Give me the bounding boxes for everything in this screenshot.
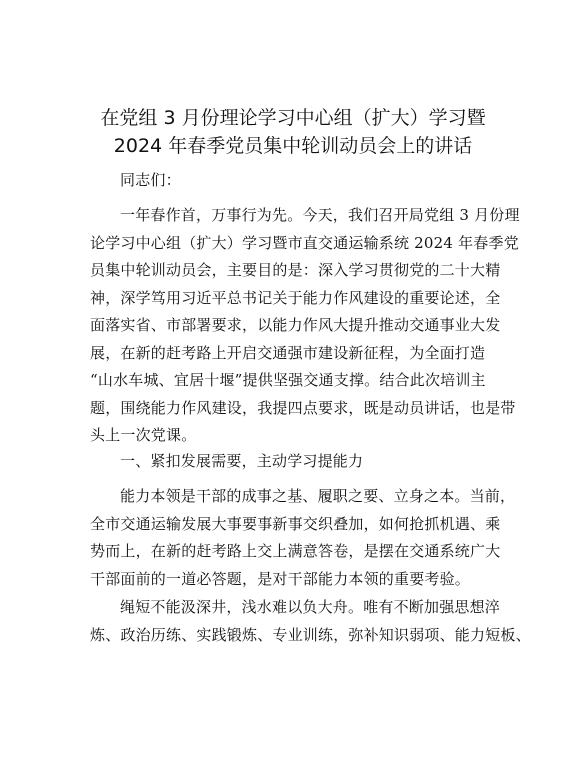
- paragraph-1-line: 头上一次党课。: [90, 426, 197, 444]
- paragraph-1-line: 论学习中心组（扩大）学习暨市直交通运输系统 2024 年春季党: [90, 233, 519, 252]
- paragraph-1-line: 面落实省、市部署要求，以能力作风大提升推动交通事业大发: [90, 316, 501, 334]
- paragraph-3-line: 绳短不能汲深井，浅水难以负大舟。唯有不断加强思想淬: [120, 598, 501, 616]
- paragraph-1-line: 题，围绕能力作风建设，我提四点要求，既是动员讲话，也是带: [90, 398, 516, 417]
- paragraph-2-line: 全市交通运输发展大事要事新事交织叠加，如何抢抓机遇、乘: [90, 514, 501, 533]
- paragraph-1-line: “山水车城、宜居十堰”提供坚强交通支撑。结合此次培训主: [90, 371, 486, 389]
- section-heading-1: [90, 448, 502, 476]
- paragraph-1: [90, 202, 520, 450]
- paragraph-2: [90, 483, 516, 593]
- document-title-line-2: 2024 年春季党员集中轮训动员会上的讲话: [113, 135, 473, 157]
- paragraph-1-line: 一年春作首，万事行为先。今天，我们召开局党组 3 月份理: [120, 206, 520, 224]
- paragraph-1-line: 神，深学笃用习近平总书记关于能力作风建设的重要论述，全: [90, 288, 501, 307]
- paragraph-2-line: 势而上，在新的赶考路上交上满意答卷，是摆在交通系统广大: [90, 542, 501, 560]
- salutation: [90, 167, 502, 195]
- paragraph-2-line: 能力本领是干部的成事之基、履职之要、立身之本。当前，: [120, 487, 516, 505]
- paragraph-1-line: 员集中轮训动员会，主要目的是：深入学习贯彻党的二十大精: [90, 261, 501, 279]
- paragraph-3: [90, 594, 531, 649]
- paragraph-2-line: 干部面前的一道必答题，是对干部能力本领的重要考验。: [90, 569, 471, 588]
- document-title-line-1: 在党组 3 月份理论学习中心组（扩大）学习暨: [100, 107, 486, 129]
- section-heading-1-text: 一、紧扣发展需要，主动学习提能力: [120, 452, 364, 470]
- paragraph-1-line: 展，在新的赶考路上开启交通强市建设新征程，为全面打造: [90, 343, 486, 362]
- paragraph-3-line: 炼、政治历练、实践锻炼、专业训练，弥补知识弱项、能力短板、: [90, 625, 531, 644]
- salutation-text: 同志们：: [120, 171, 181, 189]
